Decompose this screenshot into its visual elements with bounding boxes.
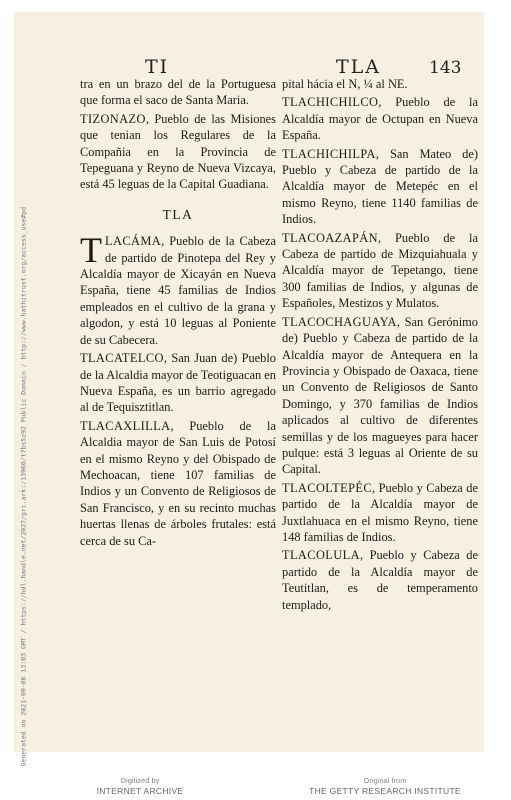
entry [282,230,478,312]
footer-original-label: Original from [363,776,407,785]
footer-digitized [60,776,220,796]
entry-headword: LACÁMA [105,234,162,249]
entry-text: , Pueblo y Cabeza de partido de la Alcaldía mayor de Juxtlahuaca en el mismo Reyno, tiene 148 familias de Indios. [282,480,478,544]
footer-original [300,776,470,796]
page-number: 143 [429,58,462,78]
entry [80,230,276,348]
footer-digitized-label: Digitized by [120,776,160,785]
entry [282,94,478,143]
entry-text: , Pueblo de las Misiones que tenian los Regulares de la Compañia en la Provincia de Tepeguana y Reyno de Nueva Vizcaya, está 45 leguas de la Capital Guadiana. [80,111,276,192]
entry-text: , San Gerónimo de) Pueblo y Cabeza de partido de la Alcaldía mayor de Antequera en la Provincia y Obispado de Oaxaca, tiene un Convento de Religiosos de Santo Domingo, y 370 familias de Indios aplicados al cultivo de diferentes semillas y de los magueyes para hacer pulque: está 3 leguas al Oriente de su Capital. [282,314,478,477]
sidebar-text: Generated on 2021-09-06 13:03 GMT / https://hdl.handle.net/2027/gri.ark:/13960/t7bs5z92 Public Domain / http://www.hathitrust.org/access_use#pd [19,206,28,767]
book-page [14,12,484,767]
entry-text: , Pueblo de la Cabeza de partido de Mizquiahuala y Alcaldía mayor de Tepetango, tiene 300 familias de Indios, y algunas de Españoles, Mestizos y Mulatos. [282,230,478,311]
entry [282,547,478,613]
entry-headword: TIZONAZO [80,111,146,126]
entry-headword: TLACOLULA [282,548,360,563]
entry-text: , San Mateo de) Pueblo y Cabeza de partido de la Alcaldía mayor de Metepéc en el mismo Reyno, tiene 1140 familias de Indios. [282,146,478,227]
entry-continuation: pital hácia el N, ¼ al NE. [282,77,408,91]
entry-headword: TLACATELCO [80,351,164,366]
entry [282,146,478,228]
right-column [282,76,478,615]
entry-continuation: tra en un brazo del de la Portuguesa que forma el saco de Santa Maria. [80,77,276,108]
entry-text: , Pueblo de la Alcaldia mayor de San Luis de Potosí en el mismo Reyno y del Obispado de Mechoacan, tiene 107 familias de Indios y un Convento de Religiosos de San Francisco, y en su recinto muchas huertas llenas de árboles frutales: está cerca de su Ca- [80,418,276,548]
entry [282,480,478,546]
footer-original-name: THE GETTY RESEARCH INSTITUTE [309,786,461,796]
entry-headword: TLACOLTEPÉC [282,480,372,495]
entry-text: , Pueblo y Cabeza de partido de la Alcaldía mayor de Teutitlan, es de temperamento templado, [282,548,478,612]
sidebar-watermark [14,206,28,772]
entry-text: , Pueblo de la Cabeza de partido de Pinotepa del Rey y Alcaldía mayor de Xicayán en Nueva España, tiene 45 familias de Indios empleados en el cultivo de la grana y algodon, y está 10 leguas al Poniente de su Cabecera. [80,234,276,347]
entry-text: , Pueblo de la Alcaldía mayor de Octupan en Nueva España. [282,95,478,143]
section-title: TLA [162,206,194,222]
header-left: TI [145,56,170,78]
entry [80,111,276,193]
entry-headword: TLACAXLILLA [80,418,171,433]
entry-headword: TLACOCHAGUAYA [282,314,397,329]
entry-text: , San Juan de) Pueblo de la Alcaldia mayor de Teotiguacan en Nueva España, es un barrio agregado al de Tequisztitlan. [80,351,276,415]
header-right: TLA [336,56,382,78]
entry [282,314,478,478]
drop-cap: T [80,230,102,271]
entry-headword: TLACHICHILPA [282,146,376,161]
footer-digitized-name: INTERNET ARCHIVE [96,786,184,796]
entry-headword: TLACHICHILCO [282,95,379,110]
left-column [80,76,276,551]
entry [80,350,276,416]
entry [80,418,276,549]
entry-headword: TLACOAZAPÁN [282,230,378,245]
